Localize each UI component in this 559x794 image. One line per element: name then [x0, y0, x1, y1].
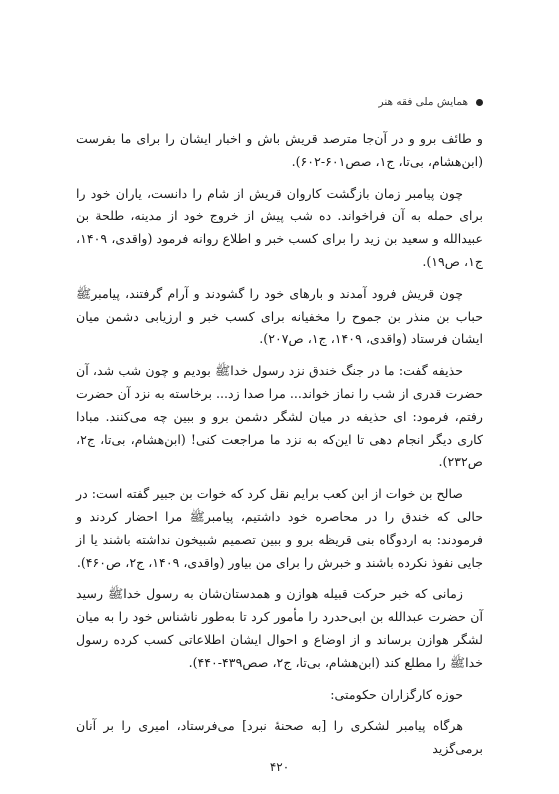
section-heading: حوزه کارگزاران حکومتی:: [330, 686, 463, 702]
paragraph-2: چون پیامبر زمان بازگشت کاروان قریش از شام را دانست، یاران خود را برای حمله به آن فراخواند. ده شب پیش از خروج خود از مدینه، طلحة بن عبیدالله و سعید بن زید را برای کسب خبر و اطلاع روانه فرمود (واقدی، ۱۴۰۹، ج۱، ص۱۹).: [76, 185, 483, 269]
paragraph-4: حذیفه گفت: ما در جنگ خندق نزد رسول خداﷺ بودیم و چون شب شد، آن حضرت قدری از شب را نماز خواند... مرا صدا زد... برخاسته به نزد آن حضرت رفتم، فرمود: ای حذیفه در میان لشگر دشمن برو و ببین چه می‌کنند. مبادا کاری دیگر انجام دهی تا این‌که به نزد ما مراجعت کنی! (ابن‌هشام، بی‌تا، ج۲، ص۲۳۲).: [76, 363, 483, 470]
paragraph-3: چون قریش فرود آمدند و بارهای خود را گشودند و آرام گرفتند، پیامبرﷺ حباب بن منذر بن جموح را مخفیانه برای کسب خبر و ارزیابی دشمن میان ایشان فرستاد (واقدی، ۱۴۰۹، ج۱، ص۲۰۷).: [76, 285, 483, 347]
running-header: [76, 96, 483, 108]
main-text: [76, 128, 483, 770]
header-bullet-icon: [476, 99, 483, 106]
paragraph-7: هرگاه پیامبر لشکری را [به صحنهٔ نبرد] می‌فرستاد، امیری را بر آنان برمی‌گزید: [76, 718, 483, 757]
paragraph-6: زمانی که خبر حرکت قبیله هوازن و همدستان‌شان به رسول خداﷺ رسید آن حضرت عبدالله بن ابی‌حدرد را مأمور کرد تا به‌طور ناشناس خود را به میان لشگر هوازن برساند و از اوضاع و احوال ایشان اطلاعاتی کسب کرده رسول خداﷺ را مطلع کند (ابن‌هشام، بی‌تا، ج۲، صص۴۳۹-۴۴۰).: [76, 586, 483, 670]
page-number: ۴۲۰: [269, 760, 290, 774]
paragraph-5: صالح بن خوات از ابن کعب برایم نقل کرد که خوات بن جبیر گفته است: در حالی که خندق را در محاصره خود داشتیم، پیامبرﷺ مرا احضار کردند و فرمودند: به اردوگاه بنی قریظه برو و ببین تصمیم شبیخون نداشته باشند یا از جایی نفوذ نکرده باشند و خبرش را برای من بیاور (واقدی، ۱۴۰۹، ج۲، ص۴۶۰).: [76, 486, 483, 570]
paragraph-1: و طائف برو و در آن‌جا مترصد قریش باش و اخبار ایشان را برای ما بفرست (ابن‌هشام، بی‌تا، ج۱، صص۶۰۱-۶۰۲).: [76, 131, 483, 169]
running-title: همایش ملی فقه هنر: [378, 96, 468, 108]
